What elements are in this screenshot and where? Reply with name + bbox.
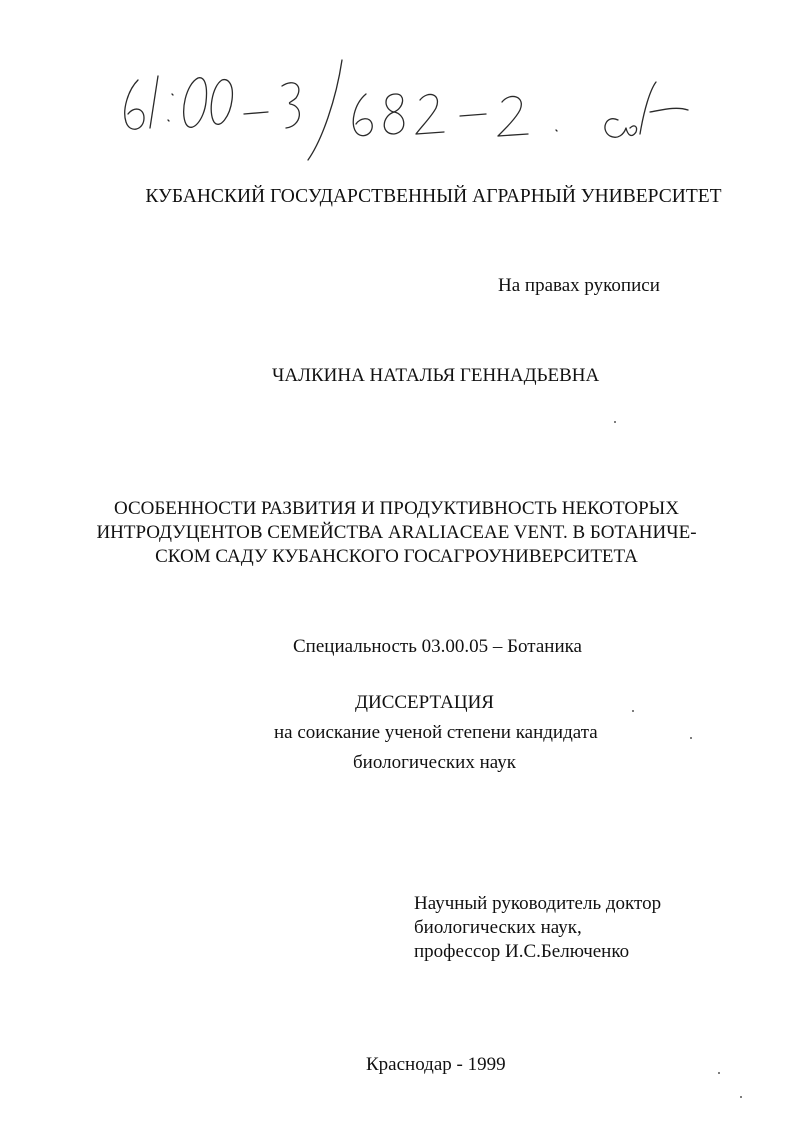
supervisor-line: Научный руководитель доктор <box>414 893 662 914</box>
title-line: ИНТРОДУЦЕНТОВ СЕМЕЙСТВА ARALIACEAE VENT. В БОТАНИЧЕ- <box>96 522 697 543</box>
supervisor-block <box>414 892 661 964</box>
supervisor-line: профессор И.С.Белюченко <box>414 941 630 962</box>
dissertation-title <box>0 497 793 569</box>
handwritten-archive-number <box>110 50 710 170</box>
university-name: КУБАНСКИЙ ГОСУДАРСТВЕННЫЙ АГРАРНЫЙ УНИВЕРСИТЕТ <box>145 186 722 207</box>
supervisor-line: биологических наук, <box>414 917 582 938</box>
degree-line: биологических наук <box>353 752 516 773</box>
scan-speck <box>740 1096 742 1098</box>
scan-speck <box>614 421 616 423</box>
document-type: ДИССЕРТАЦИЯ <box>355 692 494 713</box>
degree-line: на соискание ученой степени кандидата <box>274 722 598 743</box>
specialty: Специальность 03.00.05 – Ботаника <box>293 636 582 657</box>
rights-note: На правах рукописи <box>498 275 660 296</box>
scan-speck <box>632 710 634 712</box>
scan-speck <box>690 737 692 739</box>
city-year: Краснодар - 1999 <box>366 1054 506 1075</box>
title-line: СКОМ САДУ КУБАНСКОГО ГОСАГРОУНИВЕРСИТЕТА <box>155 546 638 567</box>
author-name: ЧАЛКИНА НАТАЛЬЯ ГЕННАДЬЕВНА <box>272 365 600 386</box>
title-line: ОСОБЕННОСТИ РАЗВИТИЯ И ПРОДУКТИВНОСТЬ НЕКОТОРЫХ <box>114 498 679 519</box>
scan-speck <box>718 1072 720 1074</box>
